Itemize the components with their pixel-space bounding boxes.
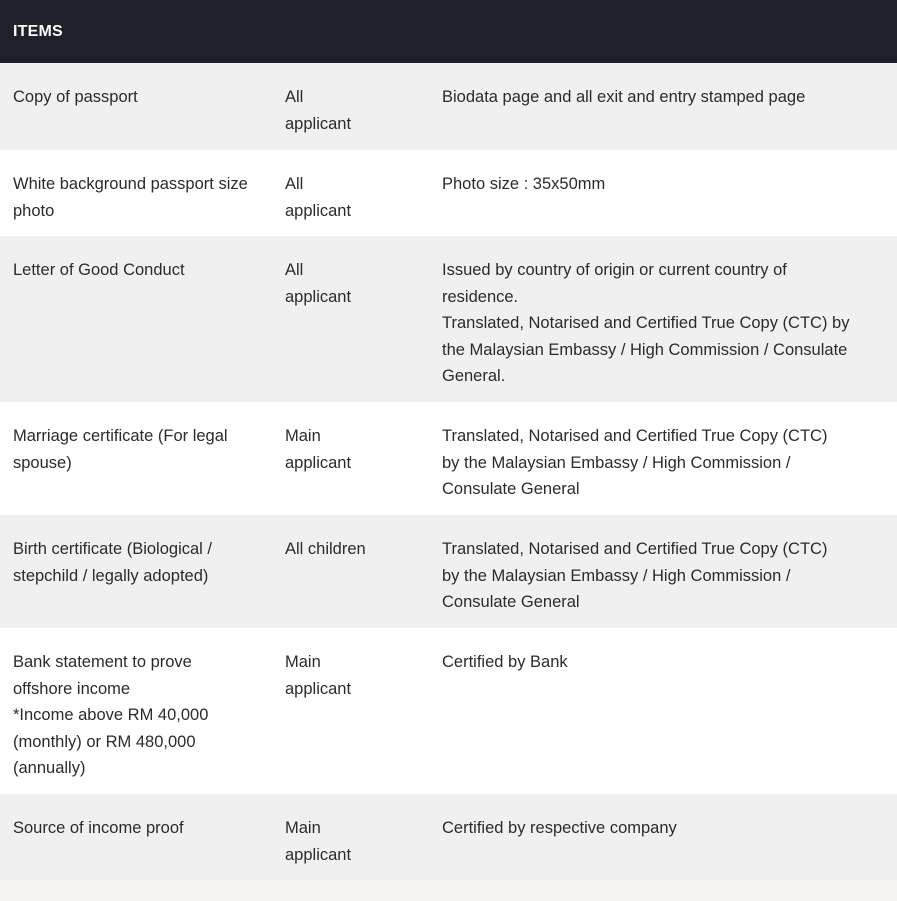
item-cell: Copy of passport [13, 88, 138, 106]
applicant-cell: Main applicant [285, 427, 352, 472]
table-footer-space [0, 880, 897, 901]
table-row [0, 628, 897, 794]
applicant-cell: All applicant [285, 261, 352, 306]
applicant-cell: All children [285, 540, 366, 558]
remarks-cell: Biodata page and all exit and entry stamped page [442, 88, 806, 106]
applicant-cell: All applicant [285, 175, 352, 220]
table-header [0, 0, 897, 63]
header-title: ITEMS [13, 22, 63, 40]
item-cell: Source of income proof [13, 819, 184, 837]
table-row [0, 794, 897, 880]
remarks-cell: Certified by respective company [442, 819, 677, 837]
remarks-cell: Certified by Bank [442, 653, 568, 671]
item-cell: Bank statement to prove offshore income *Income above RM 40,000 (monthly) or RM 480,000 (annually) [13, 653, 209, 777]
table-row [0, 236, 897, 402]
table-row [0, 63, 897, 150]
item-cell: Birth certificate (Biological / stepchild / legally adopted) [13, 540, 212, 585]
remarks-cell: Translated, Notarised and Certified True Copy (CTC) by the Malaysian Embassy / High Commission / Consulate General [442, 427, 828, 498]
applicant-cell: Main applicant [285, 819, 352, 864]
remarks-cell: Issued by country of origin or current country of residence. Translated, Notarised and Certified True Copy (CTC) by the Malaysian Embassy / High Commission / Consulate General. [442, 261, 850, 385]
table-row [0, 150, 897, 236]
table-row [0, 402, 897, 515]
applicant-cell: Main applicant [285, 653, 352, 698]
remarks-cell: Photo size : 35x50mm [442, 175, 606, 193]
table-row [0, 515, 897, 628]
remarks-cell: Translated, Notarised and Certified True Copy (CTC) by the Malaysian Embassy / High Commission / Consulate General [442, 540, 828, 611]
item-cell: White background passport size photo [13, 175, 248, 220]
item-cell: Marriage certificate (For legal spouse) [13, 427, 228, 472]
item-cell: Letter of Good Conduct [13, 261, 185, 279]
applicant-cell: All applicant [285, 88, 352, 133]
